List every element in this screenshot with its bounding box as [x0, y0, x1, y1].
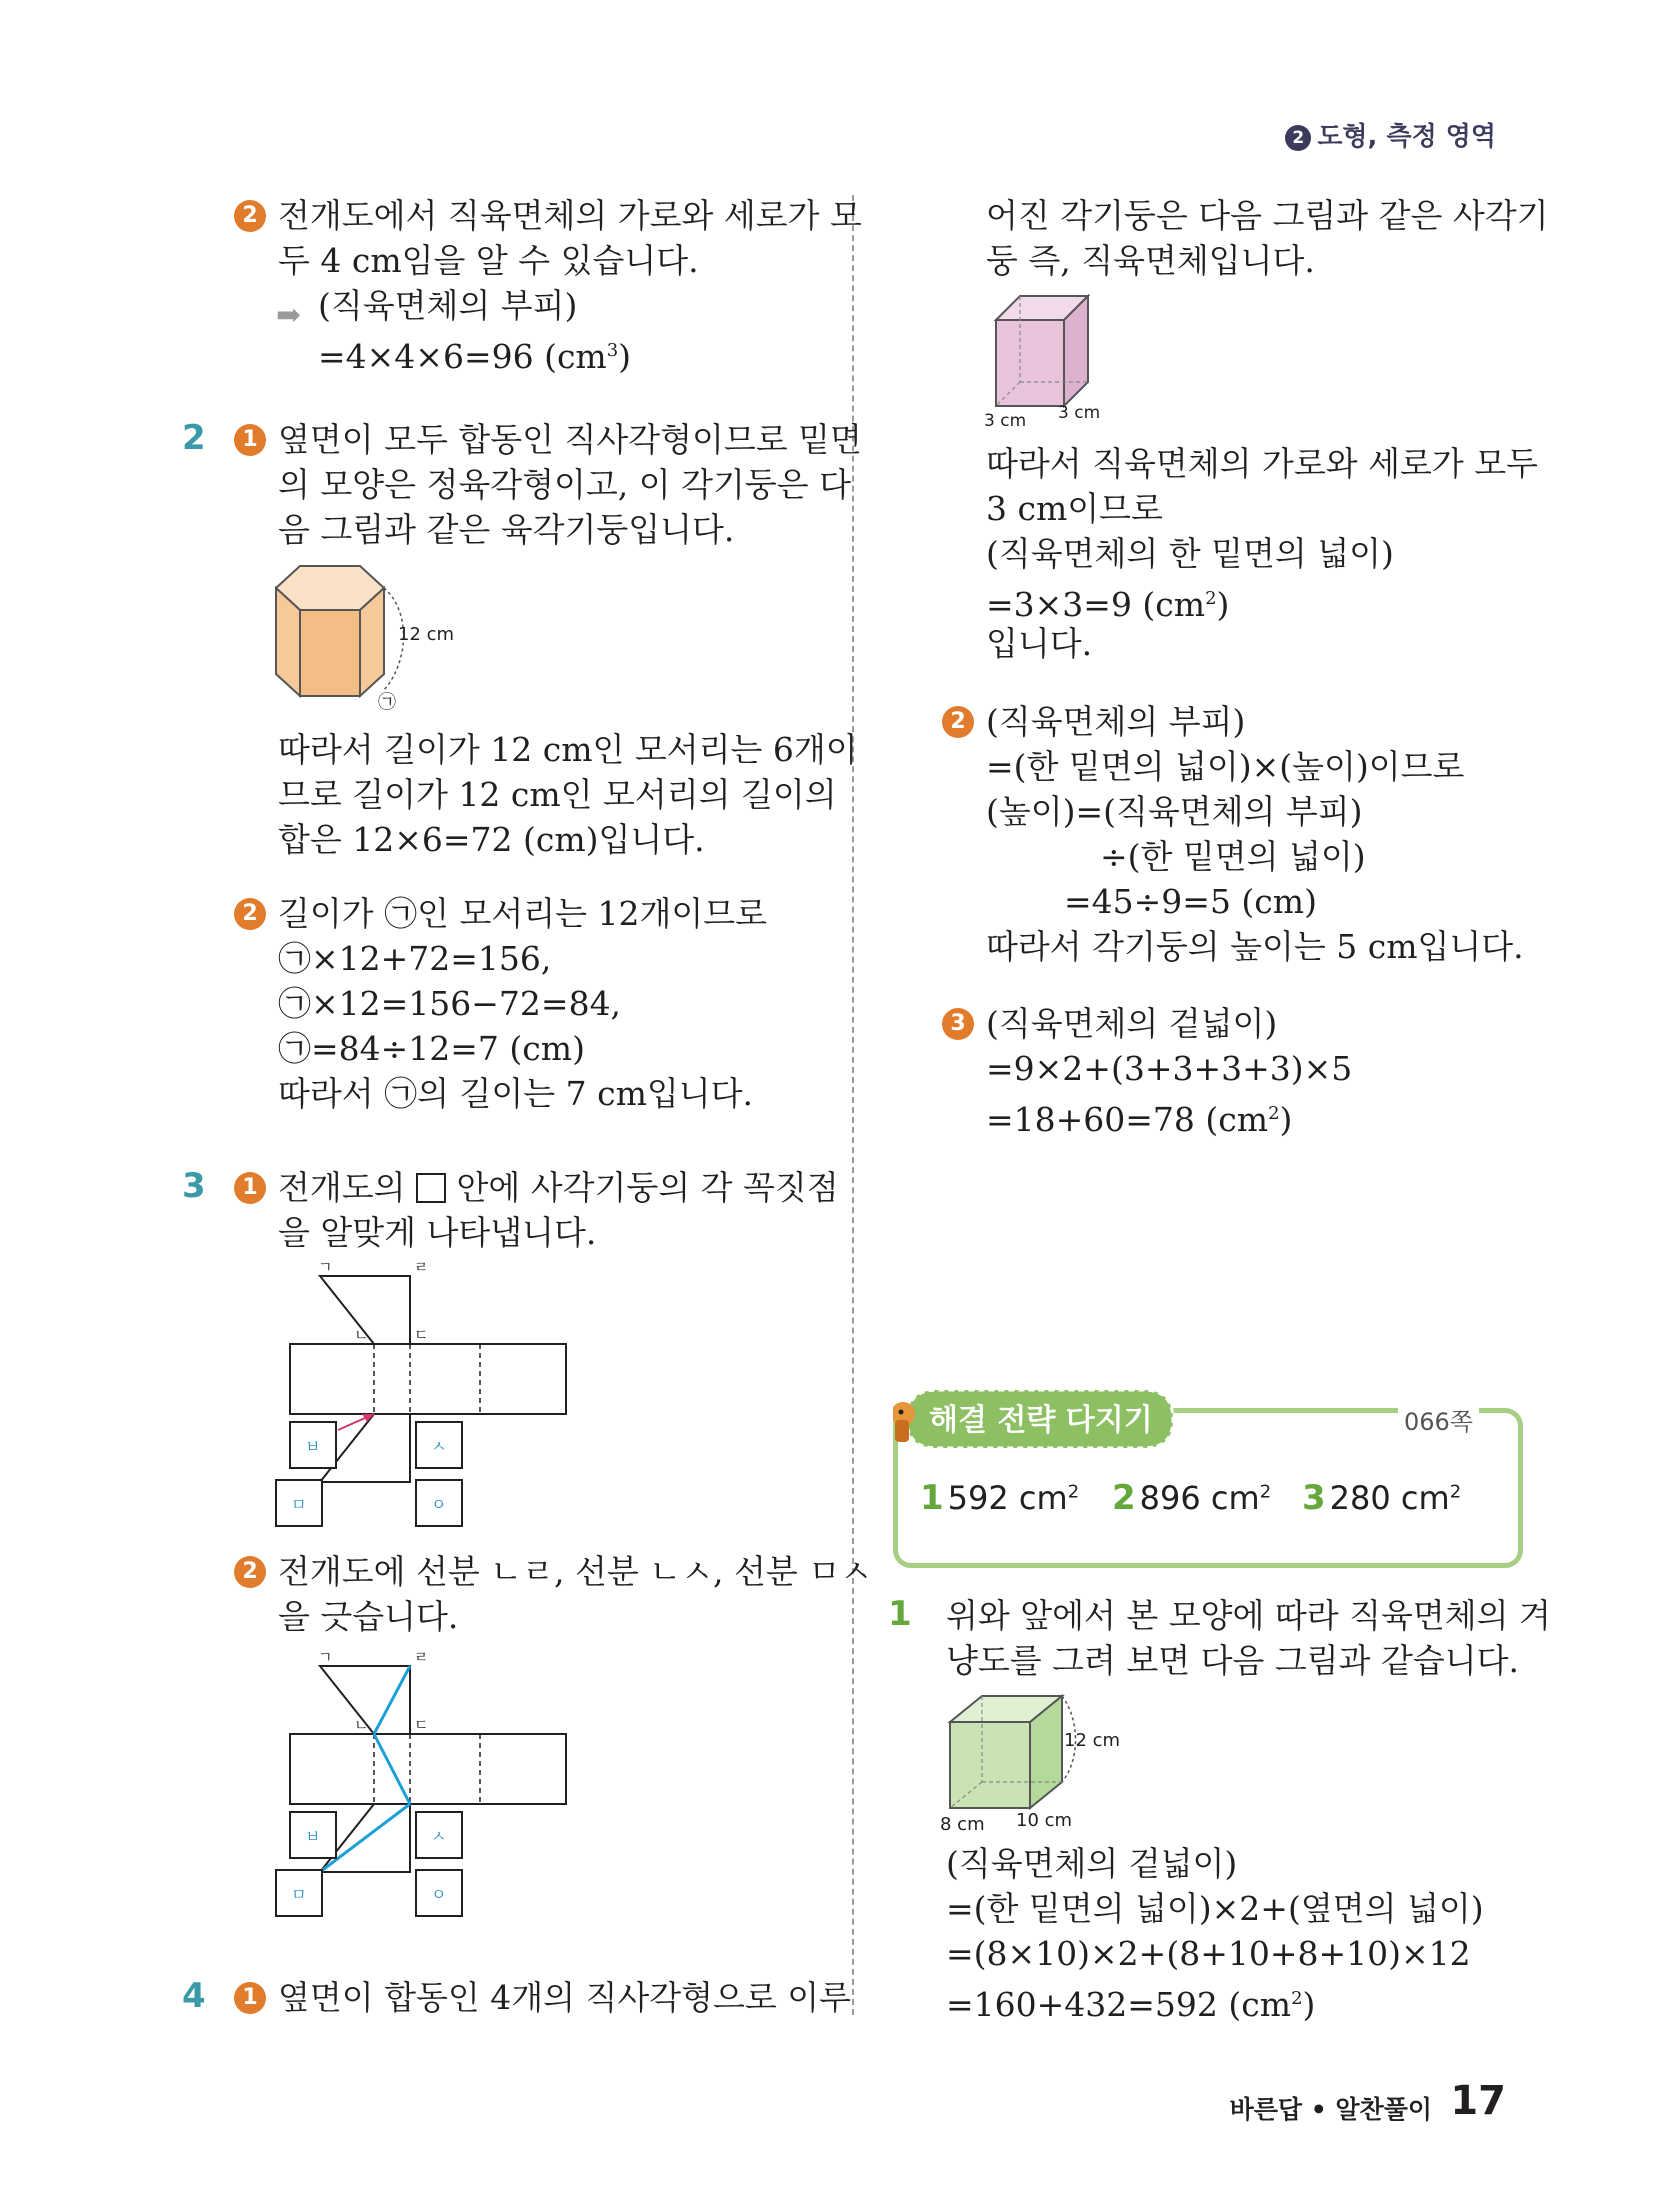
text-line: =(한 밑면의 넓이)×2+(옆면의 넓이): [946, 1889, 1484, 1928]
text-line: 전개도의 안에 사각기둥의 각 꼭짓점: [278, 1168, 839, 1207]
text-line: (직육면체의 겉넓이): [946, 1844, 1238, 1883]
segment-line: [374, 1734, 410, 1804]
text-line: 둥 즉, 직육면체입니다.: [986, 241, 1315, 280]
text-line: 길이가 ㉠인 모서리는 12개이므로: [278, 894, 767, 933]
page-number: 17: [1450, 2078, 1506, 2124]
text-line: 따라서 ㉠의 길이는 7 cm입니다.: [278, 1074, 753, 1113]
question-number: 1: [888, 1594, 912, 1634]
vertex-label: ㄷ: [414, 1716, 429, 1734]
vertex-label: ㄹ: [414, 1262, 429, 1276]
cuboid-figure: [980, 290, 1130, 430]
text-line: (직육면체의 부피): [318, 286, 578, 325]
box-width-label: 10 cm: [1016, 1810, 1073, 1831]
formula-line: =4×4×6=96 $(cm^3)$: [318, 337, 632, 376]
vertex-label: ㅂ: [305, 1827, 321, 1846]
formula-line: =160+432=592 $(cm^2)$: [946, 1985, 1316, 2024]
text-line: =9×2+(3+3+3+3)×5: [986, 1049, 1353, 1088]
step-badge: 3: [942, 1008, 974, 1040]
answer-item: 3 280 $cm^2$: [1302, 1478, 1462, 1518]
question-number: 4: [182, 1976, 206, 2016]
text-line: 전개도에서 직육면체의 가로와 세로가 모: [278, 196, 862, 235]
segment-line: [374, 1666, 410, 1734]
vertex-label: ㄹ: [414, 1652, 429, 1666]
column-divider: [852, 195, 854, 2015]
text-line: (직육면체의 부피): [986, 702, 1246, 741]
section-title: 도형, 측정 영역: [1317, 122, 1496, 152]
text-line: ㉠=84÷12=7 (cm): [278, 1029, 585, 1068]
text-line: 므로 길이가 12 cm인 모서리의 길이의: [278, 775, 837, 814]
hexagonal-prism-figure: [270, 560, 460, 720]
vertex-label: ㄱ: [318, 1262, 333, 1276]
answer-item: 2 896 $cm^2$: [1112, 1478, 1272, 1518]
cube-label: 3 cm: [984, 411, 1027, 430]
text-line: 전개도에 선분 ㄴㄹ, 선분 ㄴㅅ, 선분 ㅁㅅ: [278, 1552, 872, 1591]
box-height-label: 12 cm: [1064, 1730, 1121, 1751]
vertex-label: ㅅ: [431, 1827, 447, 1846]
text-line: 따라서 직육면체의 가로와 세로가 모두: [986, 444, 1539, 483]
text-line: 음 그림과 같은 육각기둥입니다.: [278, 510, 735, 549]
answer-item: 1 592 $cm^2$: [920, 1478, 1080, 1518]
prism-net-figure-1: [270, 1262, 580, 1534]
text-line: 의 모양은 정육각형이고, 이 각기둥은 다: [278, 465, 851, 504]
step-badge: 1: [234, 424, 266, 456]
hex-edge-mark: ㉠: [378, 692, 396, 713]
text-line: 을 긋습니다.: [278, 1597, 459, 1636]
text-line: (직육면체의 겉넓이): [986, 1004, 1278, 1043]
box-depth-label: 8 cm: [940, 1814, 985, 1835]
formula-line: =3×3=9 $(cm^2)$: [986, 585, 1230, 624]
cube-front-face: [996, 320, 1064, 406]
text-line: 따라서 길이가 12 cm인 모서리는 6개이: [278, 730, 858, 769]
text-line: 을 알맞게 나타냅니다.: [278, 1213, 597, 1252]
section-tag: [1285, 116, 1496, 153]
vertex-label: ㅇ: [431, 1885, 447, 1904]
hex-height-label: 12 cm: [398, 624, 455, 645]
vertex-label: ㅇ: [431, 1495, 447, 1514]
vertex-label: ㄴ: [354, 1716, 369, 1734]
text-line: 따라서 각기둥의 높이는 5 cm입니다.: [986, 927, 1524, 966]
text-line: =45÷9=5 (cm): [1064, 882, 1317, 921]
footer-label: 바른답 • 알찬풀이: [1229, 2095, 1432, 2124]
step-badge: 2: [234, 200, 266, 232]
text-line: 냥도를 그려 보면 다음 그림과 같습니다.: [946, 1641, 1519, 1680]
formula-line: =18+60=78 $(cm^2)$: [986, 1100, 1293, 1139]
text-line: =(한 밑면의 넓이)×(높이)이므로: [986, 747, 1465, 786]
net-band: [290, 1344, 566, 1414]
text-line: 합은 12×6=72 (cm)입니다.: [278, 820, 705, 859]
step-badge: 2: [234, 898, 266, 930]
question-number: 2: [182, 418, 206, 458]
vertex-label: ㄷ: [414, 1326, 429, 1344]
text-line: 위와 앞에서 본 모양에 따라 직육면체의 겨: [946, 1596, 1551, 1635]
question-number: 3: [182, 1166, 206, 1206]
blank-square-icon: [416, 1173, 446, 1203]
vertex-label: ㅂ: [305, 1437, 321, 1456]
step-badge: 1: [234, 1172, 266, 1204]
prism-front-face: [300, 610, 360, 696]
text-line: ㉠×12=156−72=84,: [278, 984, 622, 1023]
step-badge: 1: [234, 1982, 266, 2014]
text-line: ㉠×12+72=156,: [278, 939, 552, 978]
step-badge: 2: [234, 1556, 266, 1588]
net-band: [290, 1734, 566, 1804]
text-line: 입니다.: [986, 624, 1093, 663]
text-line: 3 cm이므로: [986, 489, 1163, 528]
box-front-face: [950, 1722, 1030, 1808]
text-line: 옆면이 합동인 4개의 직사각형으로 이루: [278, 1978, 852, 2017]
green-cuboid-figure: [940, 1690, 1140, 1840]
text-line: ÷(한 밑면의 넓이): [1100, 837, 1366, 876]
text-line: (높이)=(직육면체의 부피): [986, 792, 1363, 831]
text-line: =(8×10)×2+(8+10+8+10)×12: [946, 1934, 1471, 1973]
vertex-label: ㅁ: [291, 1885, 307, 1904]
text-line: 두 4 cm임을 알 수 있습니다.: [278, 241, 699, 280]
section-number: 2: [1285, 125, 1311, 151]
banner-title: 해결 전략 다지기: [929, 1403, 1153, 1438]
text-line: 어진 각기둥은 다음 그림과 같은 사각기: [986, 196, 1549, 235]
text-line: 옆면이 모두 합동인 직사각형이므로 밑면: [278, 420, 862, 459]
cube-label: 3 cm: [1058, 403, 1101, 423]
strategy-banner: [893, 1380, 1183, 1454]
text-line: (직육면체의 한 밑면의 넓이): [986, 534, 1394, 573]
vertex-label: ㄱ: [318, 1652, 333, 1666]
vertex-label: ㄴ: [354, 1326, 369, 1344]
arrow-icon: ➡: [276, 298, 302, 333]
vertex-label: ㅅ: [431, 1437, 447, 1456]
step-badge: 2: [942, 706, 974, 738]
vertex-label: ㅁ: [291, 1495, 307, 1514]
banner-page-ref: 066쪽: [1398, 1402, 1479, 1437]
prism-net-figure-2: [270, 1652, 580, 1924]
